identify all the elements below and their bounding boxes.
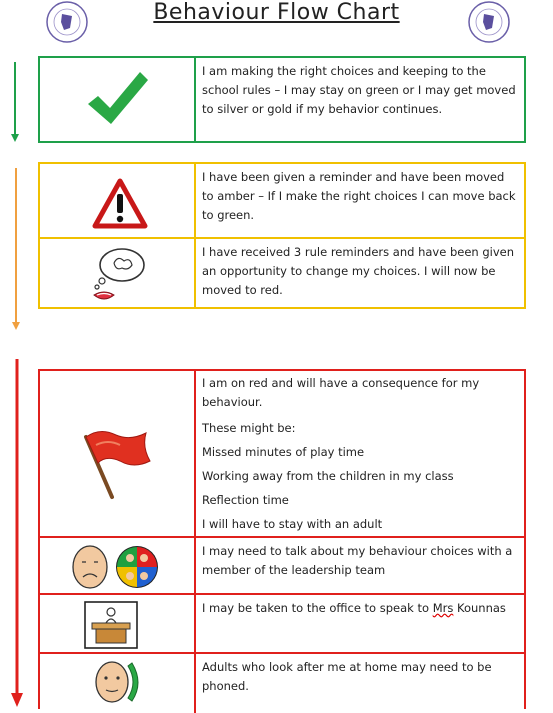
amber-row-1 [40, 164, 524, 237]
red-row-4-icon-cell [40, 654, 196, 713]
sad-face-and-team-icon [70, 544, 160, 590]
green-tick-icon [84, 68, 150, 128]
red-row-1-line-2: These might be: [202, 421, 296, 435]
red-row-3-name: Mrs [432, 601, 454, 615]
green-row-icon-cell [40, 58, 196, 141]
red-row-3-text-before: I may be taken to the office to speak to [202, 601, 433, 615]
thinking-speech-icon [88, 245, 148, 303]
red-row-3 [40, 593, 524, 654]
green-panel [38, 56, 526, 143]
red-row-2 [40, 536, 524, 595]
amber-row-2-icon-cell [40, 239, 196, 309]
red-row-1-line-6: I will have to stay with an adult [202, 517, 383, 531]
red-down-arrow [9, 357, 25, 709]
office-desk-icon [84, 601, 138, 649]
red-row-2-icon-cell [40, 538, 196, 595]
amber-row-2 [40, 237, 524, 309]
red-row-1-line-4: Working away from the children in my class [202, 469, 454, 483]
amber-row-1-text: I have been given a reminder and have been moved to amber – If I make the right choices I can move back to green. [202, 170, 516, 222]
green-row [40, 58, 524, 141]
amber-panel [38, 162, 526, 309]
green-row-text: I am making the right choices and keeping to the school rules – I may stay on green or I may get moved to silver or gold if my behavior continues. [202, 64, 516, 116]
school-crest-icon [466, 0, 512, 44]
red-row-1-line-1: I am on red and will have a consequence for my behaviour. [202, 376, 480, 409]
amber-down-arrow [10, 166, 22, 332]
red-row-1-line-5: Reflection time [202, 493, 289, 507]
red-row-1-icon-cell [40, 371, 196, 536]
red-row-3-text-after: Kounnas [453, 601, 506, 615]
red-flag-icon [80, 425, 154, 501]
phone-call-icon [92, 658, 144, 706]
page-title: Behaviour Flow Chart [153, 0, 400, 25]
red-row-1-text [196, 371, 524, 536]
red-row-3-text [196, 595, 524, 654]
red-row-1-line-3: Missed minutes of play time [202, 445, 365, 459]
red-row-3-icon-cell [40, 595, 196, 654]
amber-row-2-text: I have received 3 rule reminders and have been given an opportunity to change my choices. I will now be moved to red. [202, 245, 515, 297]
red-row-4-text: Adults who look after me at home may need to be phoned. [202, 660, 492, 693]
red-row-2-text: I may need to talk about my behaviour choices with a member of the leadership team [202, 544, 513, 577]
red-row-4 [40, 652, 524, 713]
green-down-arrow [9, 60, 21, 144]
amber-row-1-icon-cell [40, 164, 196, 237]
school-logo-right [466, 0, 512, 44]
red-panel [38, 369, 526, 709]
warning-triangle-icon [92, 178, 148, 230]
red-row-1 [40, 371, 524, 536]
